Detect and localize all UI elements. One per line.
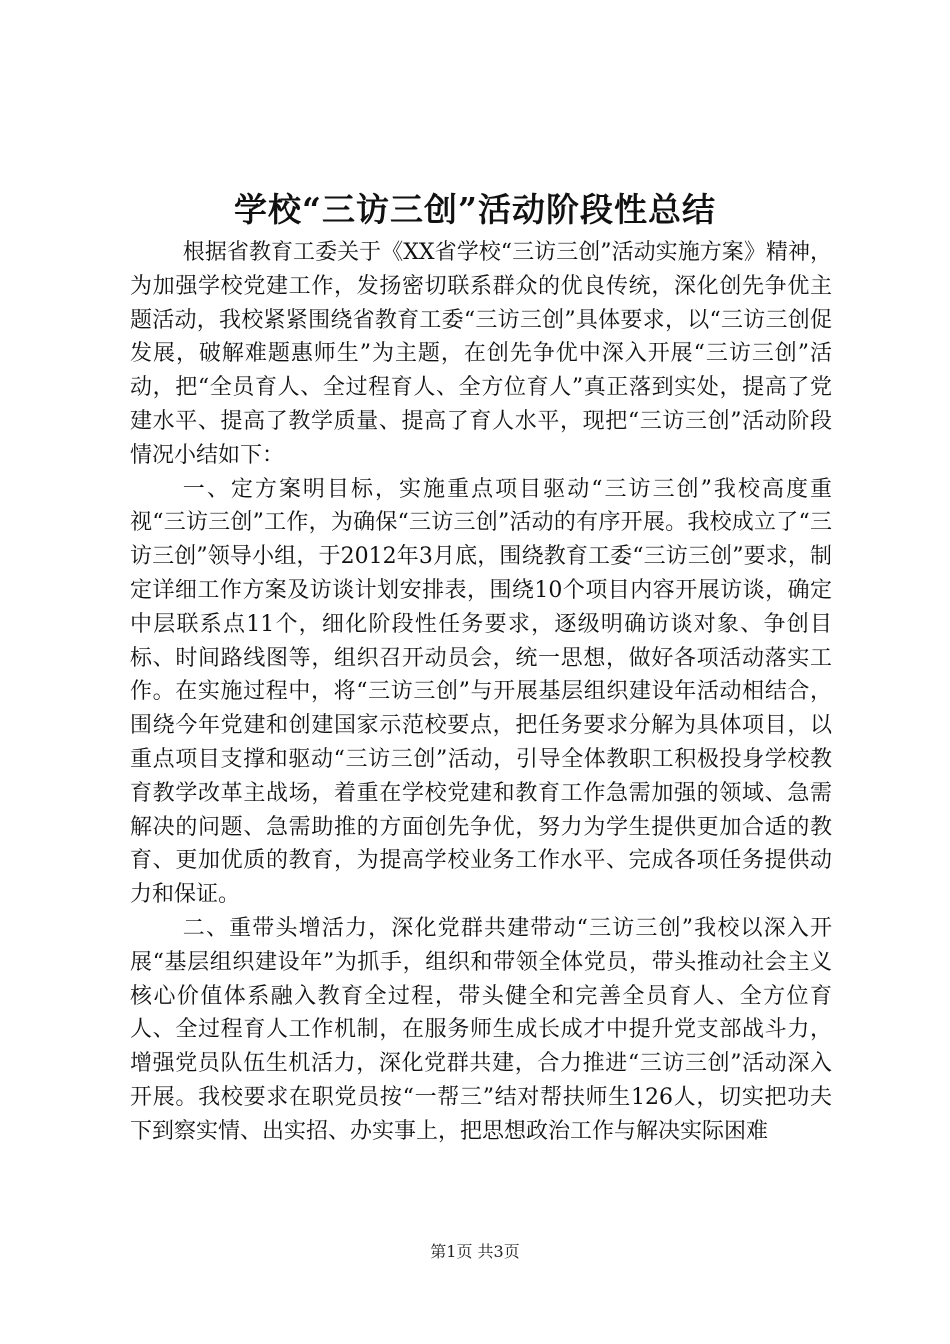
- document-body: [130, 236, 832, 1149]
- page-number-footer: 第1页 共3页: [430, 1242, 520, 1261]
- document-title: 学校“三访三创”活动阶段性总结: [234, 190, 716, 229]
- paragraph-intro: 根据省教育工委关于《XX省学校“三访三创”活动实施方案》精神，为加强学校党建工作，发扬密切联系群众的优良传统，深化创先争优主题活动，我校紧紧围绕省教育工委“三访三创”具体要求，以“三访三创促发展，破解难题惠师生”为主题，在创先争优中深入开展“三访三创”活动，把“全员育人、全过程育人、全方位育人”真正落到实处，提高了党建水平、提高了教学质量、提高了育人水平，现把“三访三创”活动阶段情况小结如下：: [130, 240, 832, 468]
- paragraph-section-one: 一、定方案明目标，实施重点项目驱动“三访三创”我校高度重视“三访三创”工作，为确保“三访三创”活动的有序开展。我校成立了“三访三创”领导小组，于2012年3月底，围绕教育工委“三访三创”要求，制定详细工作方案及访谈计划安排表，围绕10个项目内容开展访谈，确定中层联系点11个，细化阶段性任务要求，逐级明确访谈对象、争创目标、时间路线图等，组织召开动员会，统一思想，做好各项活动落实工作。在实施过程中，将“三访三创”与开展基层组织建设年活动相结合，围绕今年党建和创建国家示范校要点，把任务要求分解为具体项目，以重点项目支撑和驱动“三访三创”活动，引导全体教职工积极投身学校教育教学改革主战场，着重在学校党建和教育工作急需加强的领域、急需解决的问题、急需助推的方面创先争优，努力为学生提供更加合适的教育、更加优质的教育，为提高学校业务工作水平、完成各项任务提供动力和保证。: [130, 476, 832, 908]
- paragraph-section-two: 二、重带头增活力，深化党群共建带动“三访三创”我校以深入开展“基层组织建设年”为抓手，组织和带领全体党员，带头推动社会主义核心价值体系融入教育全过程，带头健全和完善全员育人、全方位育人、全过程育人工作机制，在服务师生成长成才中提升党支部战斗力，增强党员队伍生机活力，深化党群共建，合力推进“三访三创”活动深入开展。我校要求在职党员按“一帮三”结对帮扶师生126人，切实把功夫下到察实情、出实招、办实事上，把思想政治工作与解决实际困难: [130, 915, 832, 1144]
